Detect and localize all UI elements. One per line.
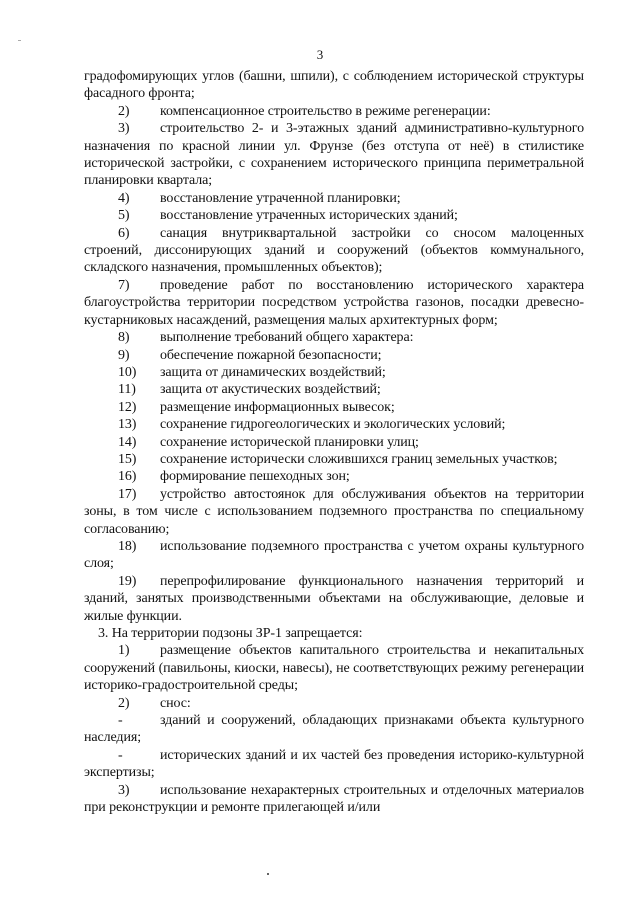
list-item-6: 6) санация внутриквартальной застройки со сносом малоценных строений, диссонирующих зданий и сооружений (объектов коммунального, складского назначения, промышленных объектов); (84, 225, 584, 276)
list-item-9: 9) обеспечение пожарной безопасности; (118, 347, 382, 363)
scan-dot (267, 873, 269, 875)
prohibition-subitem-dash-2: - исторических зданий и их частей без проведения историко-культурной экспертизы; (84, 747, 584, 781)
list-item-10: 10) защита от динамических воздействий; (118, 364, 386, 380)
scan-mark (18, 40, 21, 41)
list-item-19: 19) перепрофилирование функционального назначения территорий и зданий, занятых производственными объектами на обслуживающие, деловые и жилые функции. (84, 573, 584, 624)
list-item-12: 12) размещение информационных вывесок; (118, 399, 395, 415)
list-item-3: 3) строительство 2- и 3-этажных зданий административно-культурного назначения по красной линии ул. Фрунзе (без отступа от неё) в стилистике исторической застройки, с сохранением исторического принципа периметральной планировки квартала; (84, 121, 584, 189)
prohibition-item-1: 1) размещение объектов капитального строительства и некапитальных сооружений (павильоны, киоски, навесы), не соответствующих режиму регенерации историко-градостроительной среды; (84, 643, 584, 694)
list-item-17: 17) устройство автостоянок для обслуживания объектов на территории зоны, в том числе с использованием подземного пространства по специальному согласованию; (84, 486, 584, 537)
list-item-4: 4) восстановление утраченной планировки; (118, 190, 401, 206)
list-item-13: 13) сохранение гидрогеологических и экологических условий; (118, 417, 506, 433)
list-item-2: 2) компенсационное строительство в режиме регенерации: (118, 103, 491, 119)
prohibition-item-2: 2) снос: (118, 695, 191, 711)
list-item-7: 7) проведение работ по восстановлению исторического характера благоустройства территории посредством устройства газонов, посадки древесно-кустарниковых насаждений, размещения малых архитектурных форм; (84, 277, 584, 328)
list-item-5: 5) восстановление утраченных исторических зданий; (118, 208, 458, 224)
list-item-11: 11) защита от акустических воздействий; (118, 382, 381, 398)
list-item-18: 18) использование подземного пространства с учетом охраны культурного слоя; (84, 538, 584, 572)
list-item-15: 15) сохранение исторически сложившихся границ земельных участков; (118, 451, 558, 467)
list-item-8: 8) выполнение требований общего характера: (118, 330, 414, 346)
list-item-16: 16) формирование пешеходных зон; (118, 469, 350, 485)
page-number: 3 (316, 47, 324, 62)
paragraph-continuation: градофомирующих углов (башни, шпили), с соблюдением исторической структуры фасадного фронта; (84, 69, 584, 102)
document-body (84, 68, 584, 816)
prohibition-subitem-dash-1: - зданий и сооружений, обладающих признаками объекта культурного наследия; (84, 713, 584, 746)
prohibition-item-3: 3) использование нехарактерных строительных и отделочных материалов при реконструкции и ремонте прилегающей и/или (84, 782, 584, 816)
section-heading-3: 3. На территории подзоны ЗР-1 запрещается: (98, 626, 363, 641)
list-item-14: 14) сохранение исторической планировки улиц; (118, 434, 419, 450)
